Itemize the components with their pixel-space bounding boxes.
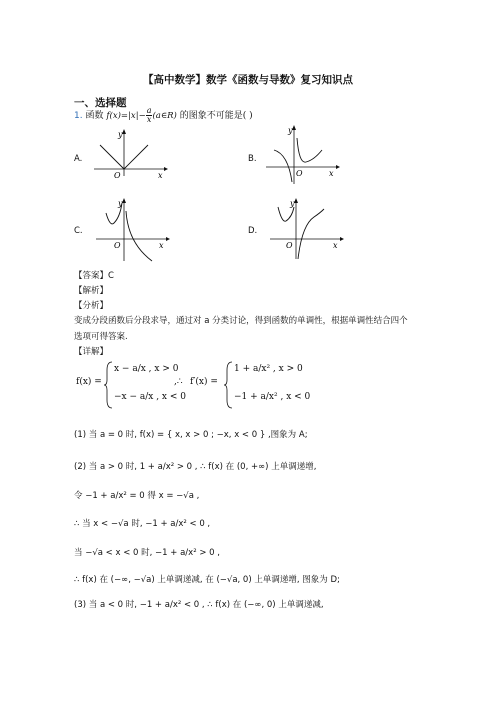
option-b-x-label: x <box>329 169 334 178</box>
fp-lhs: f′(x) = <box>190 377 218 387</box>
option-a-origin: O <box>114 171 121 178</box>
step-7: (3) 当 a < 0 时, −1 + a/x² < 0 , ∴ f(x) 在 (−∞, 0) 上单调递减, <box>74 600 324 610</box>
step-5: 当 −√a < x < 0 时, −1 + a/x² > 0 , <box>74 548 220 558</box>
f-lhs: f(x) = <box>76 377 102 387</box>
option-a-label[interactable]: A. <box>74 154 83 164</box>
option-b-y-label: y <box>288 126 293 135</box>
step-4: ∴ 当 x < −√a 时, −1 + a/x² < 0 , <box>74 519 211 529</box>
option-c-graph[interactable] <box>92 197 172 263</box>
option-b-label[interactable]: B. <box>248 154 257 164</box>
option-c-label[interactable]: C. <box>74 226 83 236</box>
fp-brace <box>224 360 234 410</box>
option-a-y-label: y <box>118 130 123 139</box>
step-2: (2) 当 a > 0 时, 1 + a/x² > 0 , ∴ f(x) 在 (0, +∞) 上单调递增, <box>74 462 317 472</box>
option-d-x-label: x <box>333 241 338 250</box>
fenxi-tag: 【分析】 <box>74 301 109 311</box>
page-title: 【高中数学】数学《函数与导数》复习知识点 <box>143 74 353 86</box>
option-a-x-label: x <box>158 171 163 178</box>
analysis-tag: 【解析】 <box>74 286 109 296</box>
step-3: 令 −1 + a/x² = 0 得 x = −√a , <box>74 491 200 501</box>
f-case-1: x − a/x , x > 0 <box>114 364 179 374</box>
question-number: 1. <box>74 111 83 121</box>
option-a-graph[interactable] <box>90 128 170 178</box>
fp-case-2: −1 + a/x² , x < 0 <box>234 392 311 402</box>
option-b-graph[interactable] <box>262 124 342 186</box>
f-case-2: −x − a/x , x < 0 <box>114 392 186 402</box>
fenxi-text-line-1: 变成分段函数后分段求导，通过对 a 分类讨论，得到函数的单调性，根据单调性结合四个 <box>74 316 408 326</box>
therefore-symbol: ,∴ <box>174 377 183 387</box>
option-b-origin: O <box>296 169 303 178</box>
option-c-origin: O <box>114 241 121 250</box>
section-heading: 一、选择题 <box>74 97 127 109</box>
option-c-y-label: y <box>118 199 123 208</box>
answer-line: 【答案】C <box>74 271 114 281</box>
question-line <box>74 107 253 124</box>
question-formula: f(x)=|x|− $\frac{a}{x}$ (a∈R) <box>106 106 177 124</box>
f-brace <box>104 360 114 410</box>
option-d-graph[interactable] <box>266 197 346 261</box>
step-6: ∴ f(x) 在 (−∞, −√a) 上单调递减, 在 (−√a, 0) 上单调递增, 图象为 D; <box>74 575 340 585</box>
fp-case-1: 1 + a/x² , x > 0 <box>234 364 303 374</box>
fenxi-text-line-2: 选项可得答案. <box>74 332 128 342</box>
option-d-origin: O <box>286 241 293 250</box>
question-text-before: 函数 <box>85 111 104 121</box>
option-d-y-label: y <box>290 199 295 208</box>
step-1: (1) 当 a = 0 时, f(x) = { x, x > 0 ; −x, x < 0 } ,图象为 A; <box>74 430 308 440</box>
question-text-after: 的图象不可能是( ) <box>179 111 253 121</box>
option-c-x-label: x <box>159 241 164 250</box>
detail-tag: 【详解】 <box>74 347 109 357</box>
option-d-label[interactable]: D. <box>248 226 258 236</box>
